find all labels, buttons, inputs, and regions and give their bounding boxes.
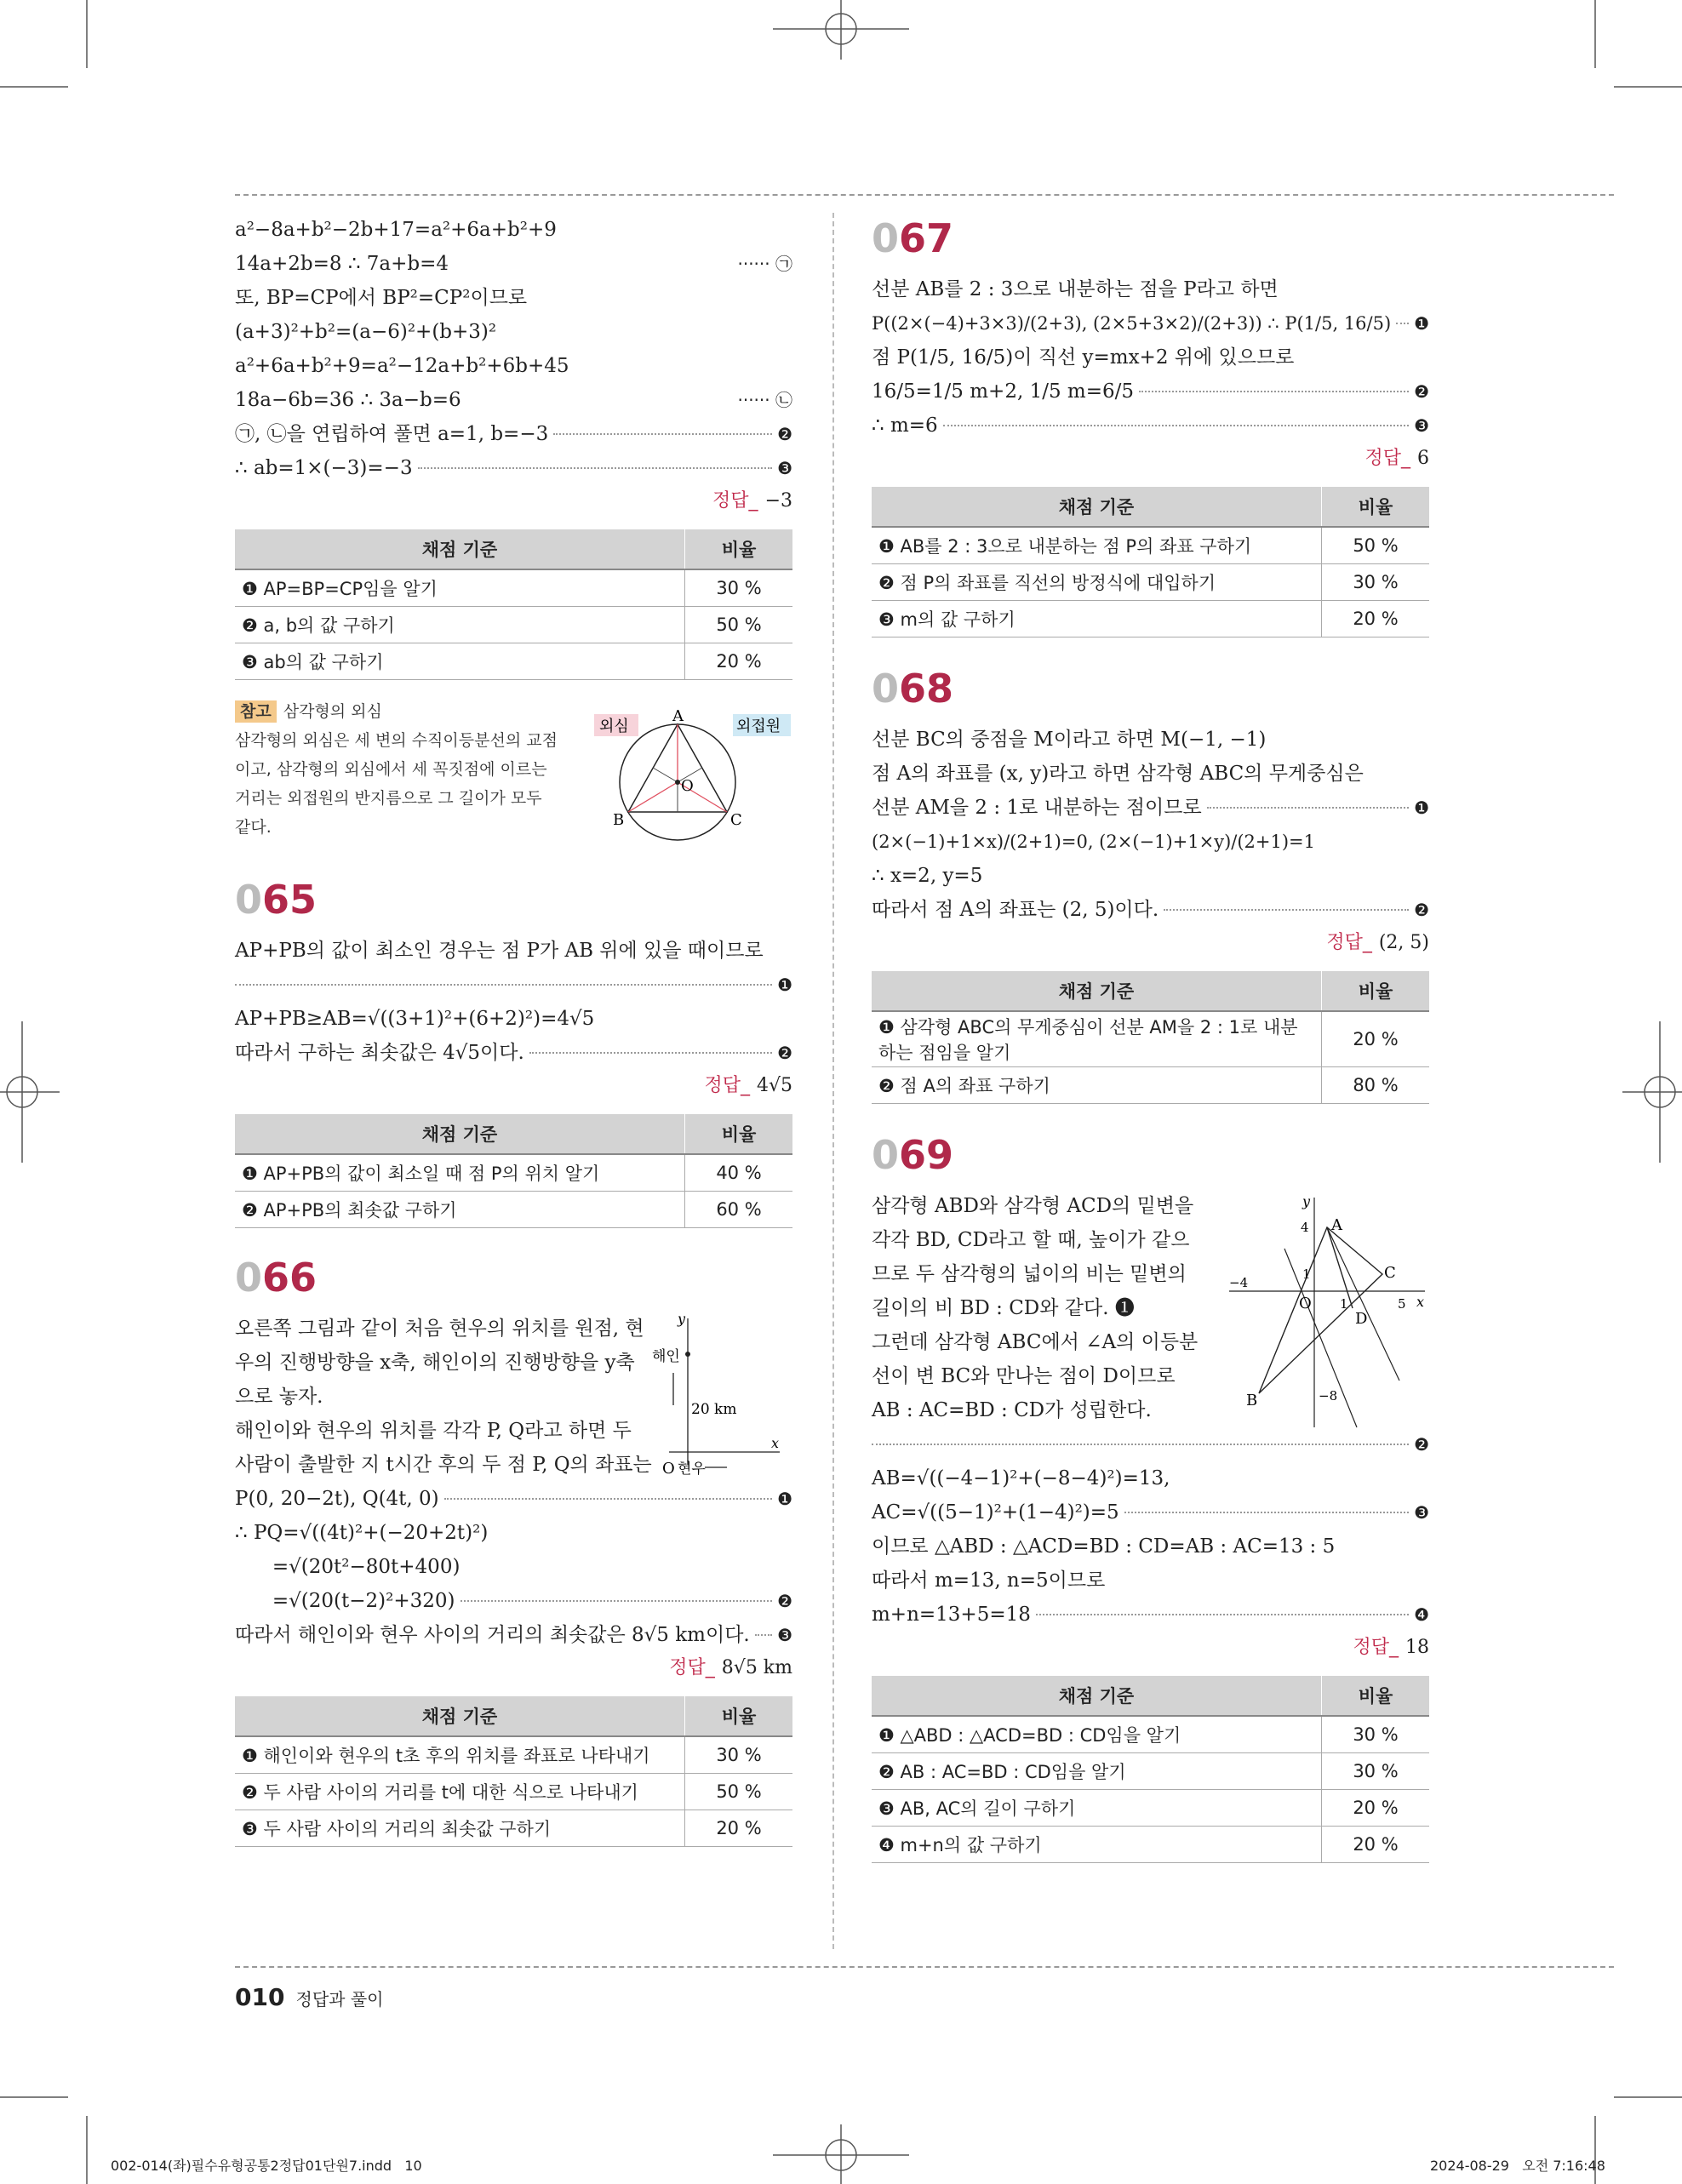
solution-067 xyxy=(872,213,1429,637)
table-row: ❶ AB를 2 : 3으로 내분하는 점 P의 좌표 구하기 50 % xyxy=(872,527,1429,564)
math-line: AP+PB의 값이 최소인 경우는 점 P가 AB 위에 있을 때이므로 xyxy=(235,940,764,962)
math-line: 선분 AM을 2 : 1로 내분하는 점이므로 ❶ xyxy=(872,797,1429,819)
answer: 정답_ −3 xyxy=(712,490,792,512)
table-row: ❶ AP=BP=CP임을 알기 30 % xyxy=(235,569,792,607)
svg-text:O: O xyxy=(681,777,694,795)
scoring-table: 채점 기준 비율 ❶ △ABD : △ACD=BD : CD임을 알기 30 % ❷ AB : AC=BD : CD임을 알기 30 % ❸ AB, AC의 길이 구하기 20 % ❹ m+n의 값 구하기 20 % xyxy=(872,1676,1429,1863)
intro-text: 삼각형 ABD와 삼각형 ACD의 밑변을 각각 BD, CD라고 할 때, 높이가 같으므로 두 삼각형의 넓이의 비는 밑변의 길이의 비 BD : CD와 같다. ❶ xyxy=(872,1195,1194,1319)
math-line: 16/5=1/5 m+2, 1/5 m=6/5 ❷ xyxy=(872,380,1429,403)
answer: 정답_ (2, 5) xyxy=(1326,932,1429,953)
math-line: (a+3)²+b²=(a−6)²+(b+3)² xyxy=(235,321,497,343)
scoring-table: 채점 기준 비율 ❶ 해인이와 현우의 t초 후의 위치를 좌표로 나타내기 30 % ❷ 두 사람 사이의 거리를 t에 대한 식으로 나타내기 50 % ❸ 두 사람 사이의 거리의 최솟값 구하기 20 % xyxy=(235,1696,792,1847)
math-line: ∴ x=2, y=5 xyxy=(872,865,983,887)
svg-text:x: x xyxy=(771,1435,780,1451)
table-row: ❷ 점 A의 좌표 구하기 80 % xyxy=(872,1067,1429,1104)
page-number: 010 xyxy=(235,1983,285,2011)
math-line: 점 P(1/5, 16/5)이 직선 y=mx+2 위에 있으므로 xyxy=(872,346,1295,369)
svg-text:O: O xyxy=(1299,1295,1312,1312)
triangle-figure xyxy=(1212,1189,1429,1436)
table-row: ❸ m의 값 구하기 20 % xyxy=(872,601,1429,637)
table-row: ❷ 점 P의 좌표를 직선의 방정식에 대입하기 30 % xyxy=(872,564,1429,601)
svg-text:1: 1 xyxy=(1302,1266,1311,1282)
intro-text: 해인이와 현우의 위치를 각각 P, Q라고 하면 두 사람이 출발한 지 t시간 후의 두 점 P, Q의 좌표는 xyxy=(235,1420,652,1476)
svg-text:1: 1 xyxy=(1340,1296,1348,1312)
table-row: ❶ 삼각형 ABC의 무게중심이 선분 AM을 2 : 1로 내분하는 점임을 알기 20 % xyxy=(872,1011,1429,1067)
math-line: 따라서 구하는 최솟값은 4√5이다. ❷ xyxy=(235,1042,792,1064)
svg-text:A: A xyxy=(672,707,684,725)
answer: 정답_ 4√5 xyxy=(704,1075,792,1096)
problem-number: 069 xyxy=(872,1132,954,1178)
right-column xyxy=(872,213,1429,1863)
math-line: ❷ xyxy=(872,1427,1429,1461)
svg-text:y: y xyxy=(678,1312,686,1327)
svg-text:해인: 해인 xyxy=(652,1348,680,1365)
math-line: 점 A의 좌표를 (x, y)라고 하면 삼각형 ABC의 무게중심은 xyxy=(872,763,1364,785)
svg-text:외접원: 외접원 xyxy=(736,718,781,735)
math-line: 따라서 m=13, n=5이므로 xyxy=(872,1569,1106,1592)
svg-text:20 km: 20 km xyxy=(691,1401,737,1418)
math-line: m+n=13+5=18 ❹ xyxy=(872,1604,1429,1626)
problem-number: 066 xyxy=(235,1255,318,1301)
math-line: ∴ ab=1×(−3)=−3 ❸ xyxy=(235,457,792,479)
solution-069 xyxy=(872,1129,1429,1863)
svg-text:D: D xyxy=(1355,1310,1368,1328)
svg-text:A: A xyxy=(1331,1216,1342,1234)
print-datetime: 2024-08-29 오전 7:16:48 xyxy=(1430,2158,1605,2174)
table-row: ❶ △ABD : △ACD=BD : CD임을 알기 30 % xyxy=(872,1716,1429,1753)
svg-text:외심: 외심 xyxy=(599,718,629,735)
note-tag: 참고 xyxy=(235,700,277,723)
math-line: a²−8a+b²−2b+17=a²+6a+b²+9 xyxy=(235,219,557,241)
svg-text:O: O xyxy=(662,1460,675,1478)
left-column xyxy=(235,213,792,1847)
table-row: ❷ 두 사람 사이의 거리를 t에 대한 식으로 나타내기 50 % xyxy=(235,1774,792,1810)
file-info: 002-014(좌)필수유형공통2정답01단원7.indd 10 xyxy=(111,2158,422,2174)
answer: 정답_ 8√5 km xyxy=(669,1657,792,1678)
solution-064-continued xyxy=(235,213,792,850)
svg-text:C: C xyxy=(730,811,742,829)
math-line: AP+PB≥AB=√((3+1)²+(6+2)²)=4√5 xyxy=(235,1008,595,1030)
math-line: AC=√((5−1)²+(1−4)²)=5 ❸ xyxy=(872,1501,1429,1524)
coordinate-figure xyxy=(652,1312,792,1499)
math-line: =√(20(t−2)²+320) ❷ xyxy=(235,1590,792,1612)
table-row: ❶ AP+PB의 값이 최소일 때 점 P의 위치 알기 40 % xyxy=(235,1154,792,1192)
intro-text: 오른쪽 그림과 같이 처음 현우의 위치를 원점, 현우의 진행방향을 x축, 해인이의 진행방향을 y축으로 놓자. xyxy=(235,1318,644,1408)
svg-text:B: B xyxy=(1246,1392,1258,1409)
math-line: AB=√((−4−1)²+(−8−4)²)=13, xyxy=(872,1467,1170,1489)
math-line: 이므로 △ABD : △ACD=BD : CD=AB : AC=13 : 5 xyxy=(872,1535,1336,1558)
answer: 정답_ 18 xyxy=(1353,1637,1429,1658)
table-row: ❷ AB : AC=BD : CD임을 알기 30 % xyxy=(872,1753,1429,1790)
scoring-table: 채점 기준 비율 ❶ AP+PB의 값이 최소일 때 점 P의 위치 알기 40 % ❷ AP+PB의 최솟값 구하기 60 % xyxy=(235,1114,792,1228)
scoring-table: 채점 기준 비율 ❶ 삼각형 ABC의 무게중심이 선분 AM을 2 : 1로 내분하는 점임을 알기 20 % ❷ 점 A의 좌표 구하기 80 % xyxy=(872,971,1429,1104)
math-line: 따라서 점 A의 좌표는 (2, 5)이다. ❷ xyxy=(872,899,1429,921)
math-line: 14a+2b=8 ∴ 7a+b=4 ······ ㉠ xyxy=(235,253,792,275)
math-line: (2×(−1)+1×x)/(2+1)=0, (2×(−1)+1×y)/(2+1)=1 xyxy=(872,832,1316,852)
solution-066 xyxy=(235,1252,792,1847)
math-line: a²+6a+b²+9=a²−12a+b²+6b+45 xyxy=(235,355,569,377)
svg-text:y: y xyxy=(1302,1193,1311,1209)
math-line: ∴ PQ=√((4t)²+(−20+2t)²) xyxy=(235,1522,489,1544)
note-box: 참고 삼각형의 외심 삼각형의 외심은 세 변의 수직이등분선의 교점이고, 삼각형의 외심에서 세 꼭짓점에 이르는 거리는 외접원의 반지름으로 그 길이가 모두 같다. 외심 외접원 A B C O xyxy=(235,697,792,850)
math-line: P((2×(−4)+3×3)/(2+3), (2×5+3×2)/(2+3)) ∴ P(1/5, 16/5) ❶ xyxy=(872,313,1429,334)
problem-number: 068 xyxy=(872,666,954,712)
math-line: =√(20t²−80t+400) xyxy=(235,1556,461,1578)
scoring-table: 채점 기준 비율 ❶ AP=BP=CP임을 알기 30 % ❷ a, b의 값 구하기 50 % ❸ ab의 값 구하기 20 % xyxy=(235,529,792,680)
svg-text:C: C xyxy=(1384,1264,1396,1282)
table-row: ❷ AP+PB의 최솟값 구하기 60 % xyxy=(235,1192,792,1228)
math-line: 18a−6b=36 ∴ 3a−b=6 ······ ㉡ xyxy=(235,389,792,411)
math-line: P(0, 20−2t), Q(4t, 0) ❶ xyxy=(235,1488,792,1510)
problem-number: 065 xyxy=(235,877,318,923)
math-line: 선분 BC의 중점을 M이라고 하면 M(−1, −1) xyxy=(872,729,1267,751)
table-row: ❸ 두 사람 사이의 거리의 최솟값 구하기 20 % xyxy=(235,1810,792,1847)
svg-text:현우: 현우 xyxy=(678,1461,706,1478)
svg-text:4: 4 xyxy=(1301,1220,1309,1235)
table-row: ❶ 해인이와 현우의 t초 후의 위치를 좌표로 나타내기 30 % xyxy=(235,1736,792,1774)
solution-068 xyxy=(872,663,1429,1104)
svg-text:5: 5 xyxy=(1398,1296,1406,1312)
page-footer xyxy=(235,1983,384,2011)
circumcircle-figure xyxy=(575,706,797,850)
table-row: ❸ ab의 값 구하기 20 % xyxy=(235,643,792,680)
math-line: 또, BP=CP에서 BP²=CP²이므로 xyxy=(235,287,528,309)
svg-text:−8: −8 xyxy=(1319,1388,1338,1404)
math-line: 따라서 해인이와 현우 사이의 거리의 최솟값은 8√5 km이다. ❸ xyxy=(235,1624,792,1646)
math-line: ❶ xyxy=(235,968,792,1002)
svg-text:B: B xyxy=(613,811,625,829)
table-row: ❸ AB, AC의 길이 구하기 20 % xyxy=(872,1790,1429,1827)
solution-065 xyxy=(235,874,792,1228)
answer: 정답_ 6 xyxy=(1364,448,1429,469)
problem-number: 067 xyxy=(872,215,954,261)
svg-text:x: x xyxy=(1416,1294,1425,1310)
table-row: ❹ m+n의 값 구하기 20 % xyxy=(872,1827,1429,1863)
page-title: 정답과 풀이 xyxy=(295,1989,384,2010)
intro-text: 그런데 삼각형 ABC에서 ∠A의 이등분선이 변 BC와 만나는 점이 D이므로 AB : AC=BD : CD가 성립한다. xyxy=(872,1331,1199,1421)
scoring-table: 채점 기준 비율 ❶ AB를 2 : 3으로 내분하는 점 P의 좌표 구하기 50 % ❷ 점 P의 좌표를 직선의 방정식에 대입하기 30 % ❸ m의 값 구하기 20 % xyxy=(872,487,1429,637)
svg-text:−4: −4 xyxy=(1229,1275,1249,1290)
table-row: ❷ a, b의 값 구하기 50 % xyxy=(235,607,792,643)
math-line: 선분 AB를 2 : 3으로 내분하는 점을 P라고 하면 xyxy=(872,278,1279,300)
math-line: ㉠, ㉡을 연립하여 풀면 a=1, b=−3 ❷ xyxy=(235,423,792,445)
math-line: ∴ m=6 ❸ xyxy=(872,415,1429,437)
